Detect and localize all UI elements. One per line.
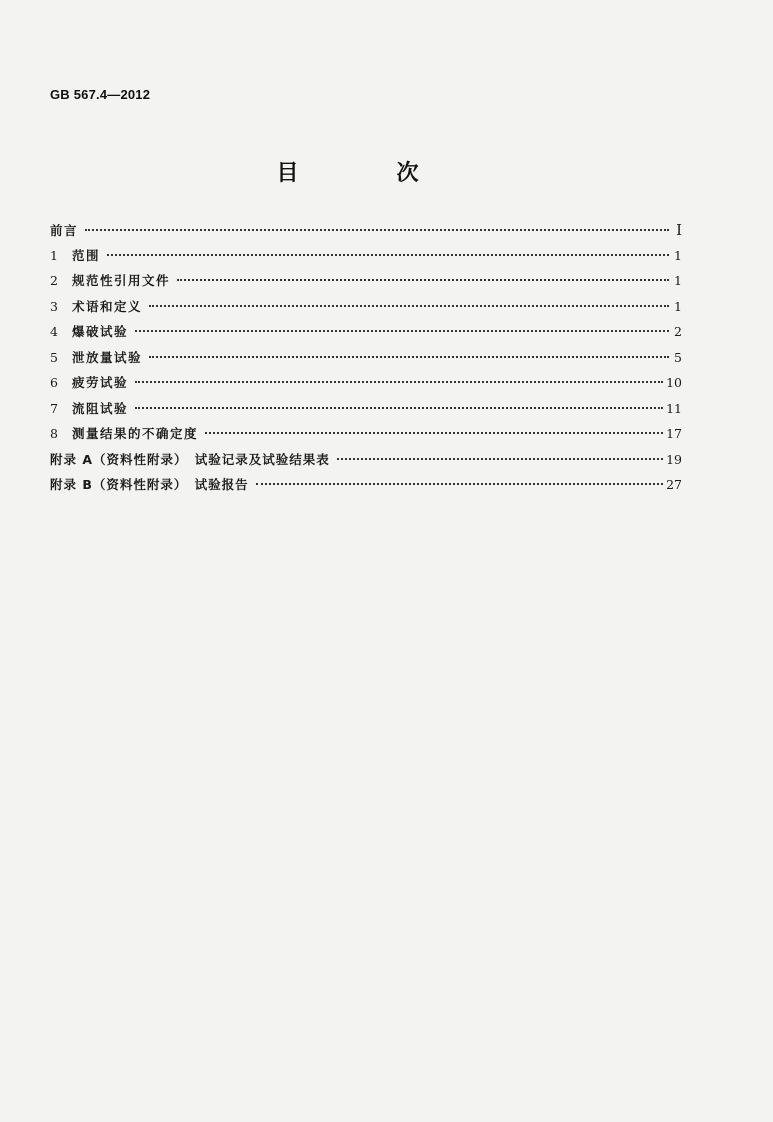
toc-entry-page: I xyxy=(676,221,682,239)
toc-entry-label: 前言 xyxy=(50,223,79,238)
toc-entry-appendix-b[interactable] xyxy=(50,475,682,501)
toc-entry-number: 3 xyxy=(50,298,58,314)
toc-leader-dots xyxy=(135,406,663,409)
toc-leader-dots xyxy=(85,228,669,231)
toc-entry-label: 范围 xyxy=(72,247,101,263)
toc-entry-page: 27 xyxy=(666,477,682,492)
toc-leader-dots xyxy=(177,278,669,281)
toc-leader-dots xyxy=(149,355,669,358)
toc-leader-dots xyxy=(256,482,663,485)
toc-leader-dots xyxy=(205,431,663,434)
toc-entry-label: 泄放量试验 xyxy=(72,349,143,365)
toc-entry-page: 10 xyxy=(666,375,682,390)
toc-entry-page: 19 xyxy=(666,451,682,467)
toc-entry-label: 爆破试验 xyxy=(72,324,129,339)
table-of-contents xyxy=(50,220,682,501)
toc-entry-fatigue-test[interactable] xyxy=(50,373,682,399)
toc-entry-number: 4 xyxy=(50,324,58,339)
toc-entry-appendix-a[interactable] xyxy=(50,450,682,476)
toc-entry-number: 7 xyxy=(50,400,58,416)
toc-entry-label: 附录 A（资料性附录） 试验记录及试验结果表 xyxy=(50,451,330,467)
toc-entry-label: 附录 B（资料性附录） 试验报告 xyxy=(50,477,249,492)
toc-entry-burst-test[interactable] xyxy=(50,322,682,348)
toc-entry-number: 8 xyxy=(50,426,58,441)
toc-entry-scope[interactable] xyxy=(50,246,682,272)
toc-entry-label: 测量结果的不确定度 xyxy=(72,426,199,441)
toc-entry-page: 1 xyxy=(674,247,682,263)
toc-entry-number: 5 xyxy=(50,349,58,365)
toc-entry-label: 规范性引用文件 xyxy=(72,273,171,288)
toc-entry-page: 2 xyxy=(674,324,682,339)
toc-leader-dots xyxy=(135,329,669,332)
page-title: 目 次 xyxy=(276,161,457,186)
toc-entry-label: 流阻试验 xyxy=(72,400,129,416)
toc-leader-dots xyxy=(135,380,663,383)
toc-entry-label: 术语和定义 xyxy=(72,298,143,314)
toc-leader-dots xyxy=(107,253,669,256)
toc-entry-normative-references[interactable] xyxy=(50,271,682,297)
toc-entry-page: 5 xyxy=(674,349,682,365)
toc-entry-label: 疲劳试验 xyxy=(72,375,129,390)
toc-entry-flow-resistance-test[interactable] xyxy=(50,399,682,425)
toc-entry-number: 2 xyxy=(50,273,58,288)
toc-entry-uncertainty[interactable] xyxy=(50,424,682,450)
toc-entry-page: 11 xyxy=(666,400,682,416)
toc-entry-page: 1 xyxy=(674,298,682,314)
toc-entry-number: 6 xyxy=(50,375,58,390)
toc-leader-dots xyxy=(337,457,663,460)
toc-entry-discharge-test[interactable] xyxy=(50,348,682,374)
toc-entry-terms-definitions[interactable] xyxy=(50,297,682,323)
toc-entry-number: 1 xyxy=(50,247,58,263)
standard-code: GB 567.4—2012 xyxy=(50,87,151,102)
toc-leader-dots xyxy=(149,304,669,307)
toc-entry-foreword[interactable] xyxy=(50,220,682,246)
toc-entry-page: 17 xyxy=(666,426,682,441)
toc-entry-page: 1 xyxy=(674,273,682,288)
